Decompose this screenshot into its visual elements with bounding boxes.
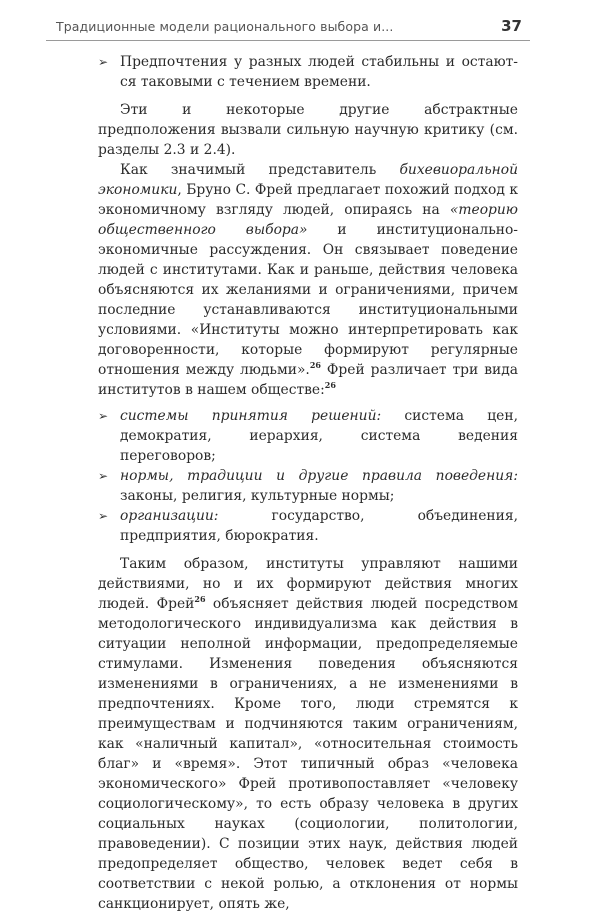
arrow-bullet-icon: ➢ bbox=[98, 469, 109, 483]
paragraph bbox=[98, 100, 518, 160]
footnote-ref: 26 bbox=[194, 594, 206, 604]
header-rule bbox=[46, 40, 530, 41]
bullet-text: законы, религия, культурные нормы; bbox=[120, 488, 395, 504]
italic-term: системы принятия решений: bbox=[120, 408, 382, 424]
paragraph-text: и институционально-экономичные рассуждения. Он связывает поведение людей с институтами. Как и раньше, действия человека объясняются их желаниями и ограничениями, причем последние устанавливаются институциональными условиями. «Институты можно интерпретировать как договоренности, которые формируют регулярные отношения между людьми». bbox=[98, 222, 518, 378]
bullet-list bbox=[98, 406, 518, 546]
italic-term: «теорию общественного выбора» bbox=[98, 202, 518, 238]
bullet-text: система цен, демократия, иерархия, система ведения переговоров; bbox=[120, 408, 518, 464]
paragraph bbox=[98, 554, 518, 914]
page-number: 37 bbox=[501, 17, 522, 35]
running-title: Традиционные модели рационального выбора и... bbox=[56, 18, 394, 34]
italic-term: организации: bbox=[120, 508, 219, 524]
bullet-item bbox=[98, 466, 518, 506]
bullet-item bbox=[98, 506, 518, 546]
paragraph bbox=[98, 160, 518, 400]
bullet-text: Предпочтения у разных людей стабильны и остают-ся таковыми с течением времени. bbox=[120, 54, 518, 90]
body-text bbox=[98, 52, 518, 914]
bullet-item bbox=[98, 52, 518, 92]
paragraph-text: , Бруно С. Фрей предлагает похожий подход к экономичному взгляду людей, опираясь на bbox=[98, 182, 518, 218]
arrow-bullet-icon: ➢ bbox=[98, 55, 109, 69]
arrow-bullet-icon: ➢ bbox=[98, 409, 109, 423]
bullet-text: государство, объединения, предприятия, бюрократия. bbox=[120, 508, 518, 544]
italic-term: бихевиоральной экономики bbox=[98, 162, 518, 198]
bullet-item bbox=[98, 406, 518, 466]
paragraph-text: Эти и некоторые другие абстрактные предположения вызвали сильную научную критику (см. разделы 2.3 и 2.4). bbox=[98, 102, 518, 158]
italic-term: нормы, традиции и другие правила поведения: bbox=[120, 468, 518, 484]
footnote-ref: 26 bbox=[324, 380, 336, 390]
paragraph-text: Как значимый представитель bbox=[120, 162, 400, 178]
paragraph-text: объясняет действия людей посредством методологического индивидуализма как действия в ситуации неполной информации, предопределяемые стимулами. Изменения поведения объясняются изменениями в ограничениях, а не изменениями в предпочтениях. Кроме того, люди стремятся к преимуществам и подчиняются таким ограничениям, как «наличный капитал», «относительная стоимость благ» и «время». Этот типичный образ «человека экономического» Фрей противопоставляет «человеку социологическому», то есть образу человека в других социальных науках (социологии, политологии, правоведении). С позиции этих наук, действия людей предопределяет общество, человек ведет себя в соответствии с некой ролью, а отклонения от нормы санкционирует, опять же, bbox=[98, 596, 518, 912]
footnote-ref: 26 bbox=[309, 360, 321, 370]
paragraph-text: Фрей различает три вида институтов в нашем обществе: bbox=[98, 362, 518, 398]
paragraph-text: Таким образом, институты управляют нашими действиями, но и их формируют действия многих людей. Фрей bbox=[98, 556, 518, 612]
arrow-bullet-icon: ➢ bbox=[98, 509, 109, 523]
running-header bbox=[56, 14, 522, 38]
